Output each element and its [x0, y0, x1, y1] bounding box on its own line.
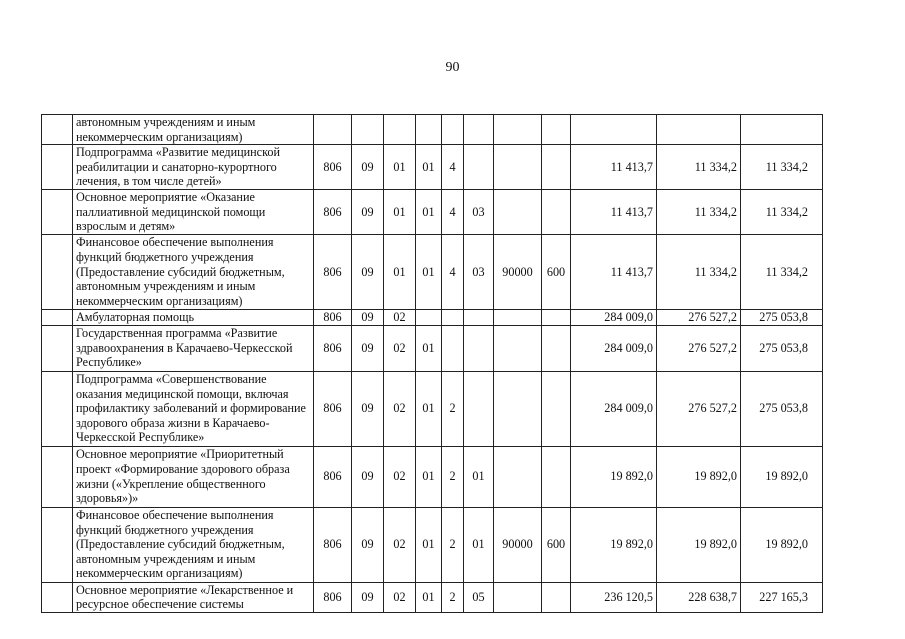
row-subprogram-code: 2	[442, 446, 464, 507]
row-program-code: 01	[416, 190, 442, 235]
row-expense-type-code	[542, 371, 571, 446]
row-ministry-code: 806	[314, 145, 352, 190]
row-ministry-code: 806	[314, 371, 352, 446]
row-sum-year-3: 11 334,2	[741, 145, 823, 190]
row-event-code: 03	[464, 190, 494, 235]
row-subsection-code: 02	[384, 309, 416, 325]
row-sum-year-2	[657, 115, 741, 145]
row-name-cell: Финансовое обеспечение выполнения функций бюджетного учреждения (Предоставление субсидий бюджетным, автономным учреждениям и иным некоммерческим организациям)	[73, 507, 314, 582]
row-sum-year-3: 275 053,8	[741, 309, 823, 325]
row-subsection-code: 01	[384, 190, 416, 235]
row-ministry-code: 806	[314, 507, 352, 582]
row-subprogram-code	[442, 309, 464, 325]
row-section-code: 09	[352, 446, 384, 507]
row-event-code: 01	[464, 446, 494, 507]
row-blank-cell	[42, 190, 73, 235]
row-subprogram-code: 4	[442, 190, 464, 235]
row-expense-type-code	[542, 145, 571, 190]
row-sum-year-2: 276 527,2	[657, 371, 741, 446]
row-sum-year-3: 275 053,8	[741, 371, 823, 446]
table-row	[42, 190, 823, 235]
row-ministry-code	[314, 115, 352, 145]
row-sum-year-3: 11 334,2	[741, 234, 823, 309]
row-sum-year-3	[741, 115, 823, 145]
row-program-code	[416, 115, 442, 145]
row-blank-cell	[42, 582, 73, 612]
row-program-code: 01	[416, 507, 442, 582]
row-name-cell: Основное мероприятие «Лекарственное и ресурсное обеспечение системы	[73, 582, 314, 612]
row-direction-code	[494, 309, 542, 325]
row-name-cell: Финансовое обеспечение выполнения функций бюджетного учреждения (Предоставление субсидий бюджетным, автономным учреждениям и иным некоммерческим организациям)	[73, 234, 314, 309]
row-section-code: 09	[352, 309, 384, 325]
row-name-cell: Подпрограмма «Совершенствование оказания медицинской помощи, включая профилактику заболеваний и формирование здорового образа жизни в Карачаево-Черкесской Республике»	[73, 371, 314, 446]
row-direction-code	[494, 371, 542, 446]
row-direction-code	[494, 582, 542, 612]
row-event-code	[464, 325, 494, 371]
row-direction-code	[494, 115, 542, 145]
row-sum-year-1: 11 413,7	[571, 145, 657, 190]
row-blank-cell	[42, 115, 73, 145]
row-sum-year-2: 276 527,2	[657, 309, 741, 325]
row-section-code: 09	[352, 507, 384, 582]
page-number: 90	[445, 60, 460, 75]
row-section-code: 09	[352, 371, 384, 446]
row-blank-cell	[42, 325, 73, 371]
row-ministry-code: 806	[314, 582, 352, 612]
row-sum-year-2: 11 334,2	[657, 145, 741, 190]
row-subprogram-code: 4	[442, 234, 464, 309]
row-program-code: 01	[416, 145, 442, 190]
row-subprogram-code: 4	[442, 145, 464, 190]
table-row	[42, 507, 823, 582]
row-program-code: 01	[416, 582, 442, 612]
row-blank-cell	[42, 145, 73, 190]
row-expense-type-code: 600	[542, 234, 571, 309]
row-sum-year-1: 11 413,7	[571, 190, 657, 235]
row-name-cell: Государственная программа «Развитие здравоохранения в Карачаево-Черкесской Республике»	[73, 325, 314, 371]
row-blank-cell	[42, 507, 73, 582]
row-event-code	[464, 371, 494, 446]
row-program-code	[416, 309, 442, 325]
row-event-code: 05	[464, 582, 494, 612]
row-sum-year-1	[571, 115, 657, 145]
row-name-cell: Основное мероприятие «Оказание паллиативной медицинской помощи взрослым и детям»	[73, 190, 314, 235]
table-row	[42, 371, 823, 446]
row-sum-year-3: 275 053,8	[741, 325, 823, 371]
row-name-cell: Амбулаторная помощь	[73, 309, 314, 325]
row-sum-year-2: 11 334,2	[657, 190, 741, 235]
row-direction-code	[494, 145, 542, 190]
row-section-code: 09	[352, 234, 384, 309]
row-sum-year-3: 227 165,3	[741, 582, 823, 612]
row-sum-year-1: 19 892,0	[571, 446, 657, 507]
row-subprogram-code: 2	[442, 507, 464, 582]
row-blank-cell	[42, 446, 73, 507]
row-program-code: 01	[416, 446, 442, 507]
row-sum-year-2: 11 334,2	[657, 234, 741, 309]
table-row	[42, 115, 823, 145]
row-name-cell: Основное мероприятие «Приоритетный проект «Формирование здорового образа жизни («Укрепление общественного здоровья»)»	[73, 446, 314, 507]
row-section-code: 09	[352, 582, 384, 612]
row-ministry-code: 806	[314, 309, 352, 325]
row-program-code: 01	[416, 234, 442, 309]
row-section-code: 09	[352, 325, 384, 371]
row-sum-year-1: 284 009,0	[571, 325, 657, 371]
table-row	[42, 582, 823, 612]
row-subsection-code	[384, 115, 416, 145]
row-program-code: 01	[416, 325, 442, 371]
row-sum-year-2: 228 638,7	[657, 582, 741, 612]
row-section-code: 09	[352, 190, 384, 235]
row-event-code: 03	[464, 234, 494, 309]
row-sum-year-2: 19 892,0	[657, 446, 741, 507]
row-blank-cell	[42, 234, 73, 309]
row-sum-year-3: 19 892,0	[741, 507, 823, 582]
row-event-code	[464, 145, 494, 190]
row-ministry-code: 806	[314, 446, 352, 507]
row-sum-year-1: 236 120,5	[571, 582, 657, 612]
row-blank-cell	[42, 309, 73, 325]
row-name-cell: автономным учреждениям и иным некоммерческим организациям)	[73, 115, 314, 145]
row-name-cell: Подпрограмма «Развитие медицинской реабилитации и санаторно-курортного лечения, в том числе детей»	[73, 145, 314, 190]
row-sum-year-1: 284 009,0	[571, 371, 657, 446]
row-expense-type-code	[542, 115, 571, 145]
row-subsection-code: 02	[384, 582, 416, 612]
row-program-code: 01	[416, 371, 442, 446]
row-expense-type-code	[542, 582, 571, 612]
row-subsection-code: 02	[384, 325, 416, 371]
row-direction-code	[494, 446, 542, 507]
row-subsection-code: 01	[384, 145, 416, 190]
row-sum-year-2: 276 527,2	[657, 325, 741, 371]
row-direction-code: 90000	[494, 234, 542, 309]
row-subprogram-code: 2	[442, 371, 464, 446]
row-subprogram-code	[442, 325, 464, 371]
row-expense-type-code: 600	[542, 507, 571, 582]
table-row	[42, 145, 823, 190]
row-expense-type-code	[542, 309, 571, 325]
table-row	[42, 446, 823, 507]
row-event-code	[464, 309, 494, 325]
row-sum-year-3: 19 892,0	[741, 446, 823, 507]
row-direction-code	[494, 325, 542, 371]
row-ministry-code: 806	[314, 190, 352, 235]
row-expense-type-code	[542, 190, 571, 235]
row-subsection-code: 02	[384, 371, 416, 446]
row-ministry-code: 806	[314, 234, 352, 309]
row-sum-year-1: 19 892,0	[571, 507, 657, 582]
row-event-code: 01	[464, 507, 494, 582]
budget-table	[41, 114, 823, 613]
row-blank-cell	[42, 371, 73, 446]
row-subsection-code: 02	[384, 446, 416, 507]
table-row	[42, 234, 823, 309]
table-row	[42, 309, 823, 325]
table-row	[42, 325, 823, 371]
row-subsection-code: 02	[384, 507, 416, 582]
row-sum-year-3: 11 334,2	[741, 190, 823, 235]
row-direction-code: 90000	[494, 507, 542, 582]
row-direction-code	[494, 190, 542, 235]
row-expense-type-code	[542, 325, 571, 371]
row-sum-year-1: 284 009,0	[571, 309, 657, 325]
row-subprogram-code: 2	[442, 582, 464, 612]
row-section-code	[352, 115, 384, 145]
row-event-code	[464, 115, 494, 145]
row-subprogram-code	[442, 115, 464, 145]
row-expense-type-code	[542, 446, 571, 507]
row-section-code: 09	[352, 145, 384, 190]
row-subsection-code: 01	[384, 234, 416, 309]
row-sum-year-1: 11 413,7	[571, 234, 657, 309]
row-sum-year-2: 19 892,0	[657, 507, 741, 582]
row-ministry-code: 806	[314, 325, 352, 371]
